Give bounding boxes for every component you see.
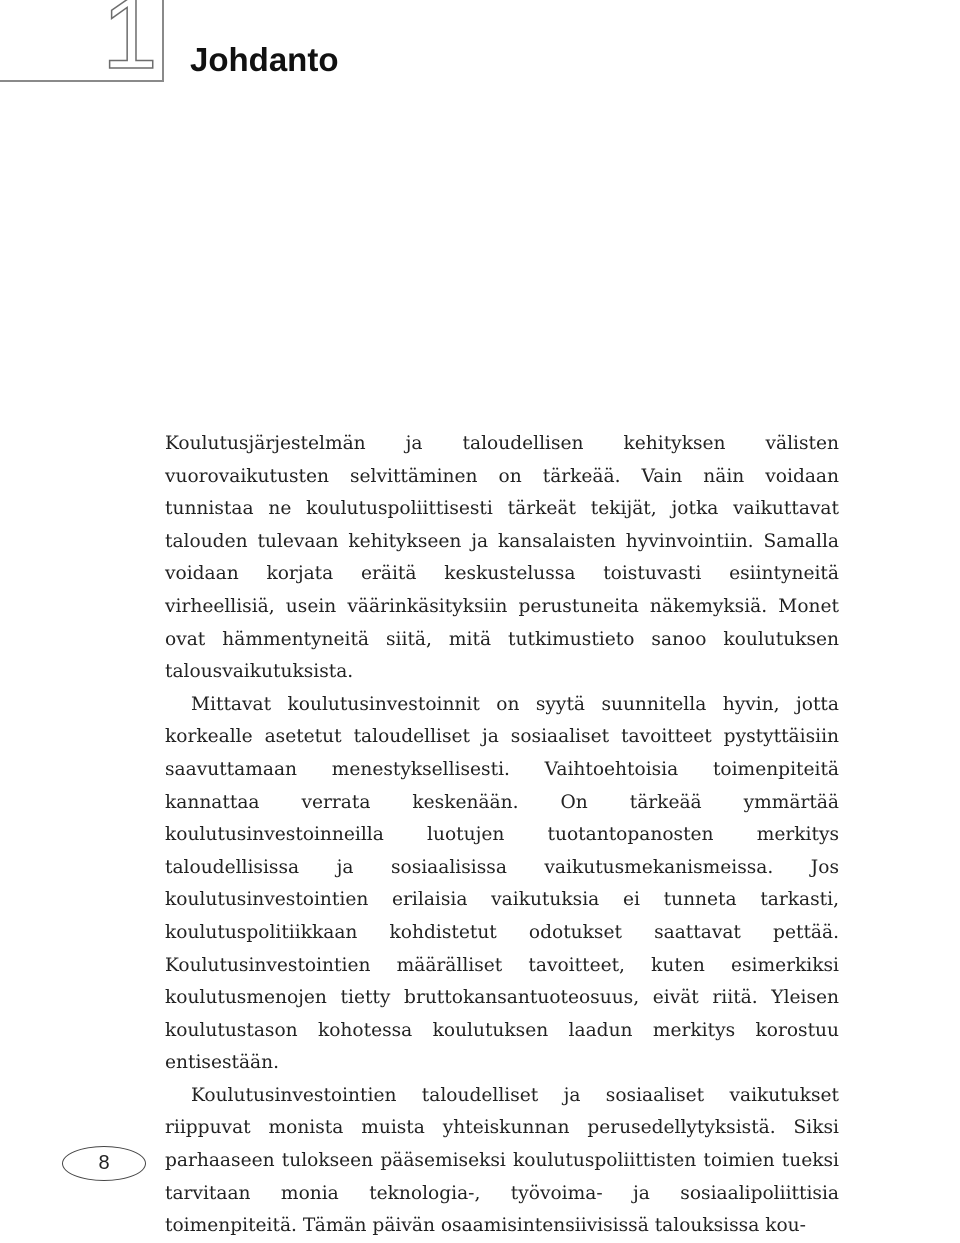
- chapter-number: 1: [102, 0, 158, 90]
- paragraph-1: Koulutusjärjestelmän ja taloudellisen kehityksen välisten vuorovaikutusten selvittäminen on tärkeää. Vain näin voidaan tunnistaa ne koulutuspoliittisesti tärkeät tekijät, jotka vaikuttavat talouden tulevaan kehitykseen ja kansalaisten hyvinvointiin. Samalla voidaan korjata eräitä keskustelussa toistuvasti esiintyneitä virheellisiä, usein väärinkäsityksiin perustuneita näkemyksiä. Monet ovat hämmentyneitä siitä, mitä tutkimustieto sanoo koulutuksen talousvaikutuksista.: [165, 433, 839, 683]
- page-number-label: 8: [98, 1152, 110, 1174]
- chapter-title: Johdanto: [190, 41, 339, 78]
- paragraph-3: Koulutusinvestointien taloudelliset ja sosiaaliset vaikutukset riippuvat monista muista yhteiskunnan perusedellytyksistä. Siksi parhaaseen tulokseen pääsemiseksi koulutuspoliittisten toimien tueksi tarvitaan monia teknologia-, työvoima- ja sosiaalipoliittisia toimenpiteitä. Tämän päivän osaamisintensiivisissä talouksissa kou-: [165, 1084, 839, 1237]
- paragraph-2: Mittavat koulutusinvestoinnit on syytä suunnitella hyvin, jotta korkealle asetetut taloudelliset ja sosiaaliset tavoitteet pystyttäisiin saavuttamaan menestyksellisesti. Vaihtoehtoisia toimenpiteitä kannattaa verrata keskenään. On tärkeää ymmärtää koulutusinvestoinneilla luotujen tuotantopanosten merkitys taloudellisissa ja sosiaalisissa vaikutusmekanismeissa. Jos koulutusinvestointien erilaisia vaikutuksia ei tunneta tarkasti, koulutuspolitiikkaan kohdistetut odotukset saattavat pettää. Koulutusinvestointien määrälliset tavoitteet, kuten esimerkiksi koulutusmenojen tietty bruttokansantuoteosuus, eivät riitä. Yleisen koulutustason kohotessa koulutuksen laadun merkitys korostuu entisestään.: [165, 693, 839, 1074]
- body-text: [165, 428, 839, 1243]
- page-number: [62, 1146, 146, 1181]
- chapter-number-box: [0, 0, 164, 90]
